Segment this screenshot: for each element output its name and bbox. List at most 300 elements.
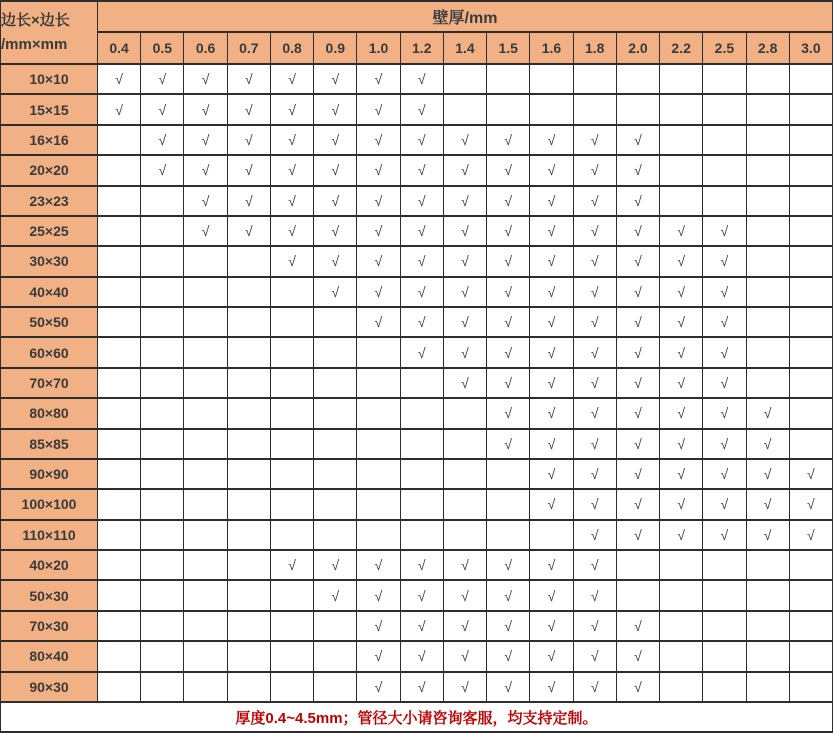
check-mark-cell: √ <box>573 580 616 610</box>
empty-cell <box>746 641 789 671</box>
table-row-40×20 <box>1 550 833 580</box>
empty-cell <box>357 520 400 550</box>
check-mark-cell: √ <box>746 429 789 459</box>
check-mark-cell: √ <box>530 550 573 580</box>
size-label: 100×100 <box>1 489 98 519</box>
empty-cell <box>660 580 703 610</box>
check-mark-cell: √ <box>703 368 746 398</box>
table-row-40×40 <box>1 277 833 307</box>
check-mark-cell: √ <box>660 337 703 367</box>
empty-cell <box>184 307 227 337</box>
check-mark-cell: √ <box>443 125 486 155</box>
check-mark-cell: √ <box>660 216 703 246</box>
empty-cell <box>141 368 184 398</box>
check-mark-cell: √ <box>573 246 616 276</box>
check-mark-cell: √ <box>357 94 400 124</box>
empty-cell <box>98 337 141 367</box>
check-mark-cell: √ <box>703 520 746 550</box>
size-label: 15×15 <box>1 94 98 124</box>
empty-cell <box>98 580 141 610</box>
empty-cell <box>487 459 530 489</box>
empty-cell <box>270 489 313 519</box>
empty-cell <box>789 246 832 276</box>
check-mark-cell: √ <box>270 550 313 580</box>
empty-cell <box>703 94 746 124</box>
thickness-header-0.8: 0.8 <box>270 32 313 64</box>
check-mark-cell: √ <box>530 489 573 519</box>
empty-cell <box>227 611 270 641</box>
check-mark-cell: √ <box>357 125 400 155</box>
empty-cell <box>141 489 184 519</box>
empty-cell <box>789 672 832 703</box>
wall-thickness-header: 壁厚/mm <box>98 1 833 32</box>
empty-cell <box>141 429 184 459</box>
check-mark-cell: √ <box>400 307 443 337</box>
empty-cell <box>746 550 789 580</box>
empty-cell <box>703 672 746 703</box>
check-mark-cell: √ <box>443 307 486 337</box>
empty-cell <box>141 337 184 367</box>
check-mark-cell: √ <box>227 186 270 216</box>
empty-cell <box>314 429 357 459</box>
empty-cell <box>443 64 486 94</box>
check-mark-cell: √ <box>660 246 703 276</box>
check-mark-cell: √ <box>357 216 400 246</box>
empty-cell <box>703 550 746 580</box>
check-mark-cell: √ <box>703 246 746 276</box>
empty-cell <box>270 520 313 550</box>
empty-cell <box>660 64 703 94</box>
check-mark-cell: √ <box>443 550 486 580</box>
empty-cell <box>703 186 746 216</box>
empty-cell <box>270 611 313 641</box>
check-mark-cell: √ <box>789 489 832 519</box>
check-mark-cell: √ <box>270 125 313 155</box>
thickness-header-1.4: 1.4 <box>443 32 486 64</box>
table-row-110×110 <box>1 520 833 550</box>
check-mark-cell: √ <box>314 216 357 246</box>
empty-cell <box>270 307 313 337</box>
size-label: 30×30 <box>1 246 98 276</box>
table-row-16×16 <box>1 125 833 155</box>
empty-cell <box>660 94 703 124</box>
empty-cell <box>270 672 313 703</box>
check-mark-cell: √ <box>400 337 443 367</box>
thickness-header-1.5: 1.5 <box>487 32 530 64</box>
table-row-15×15 <box>1 94 833 124</box>
check-mark-cell: √ <box>400 155 443 185</box>
size-label: 70×70 <box>1 368 98 398</box>
check-mark-cell: √ <box>573 520 616 550</box>
check-mark-cell: √ <box>573 186 616 216</box>
empty-cell <box>660 125 703 155</box>
empty-cell <box>443 520 486 550</box>
empty-cell <box>227 520 270 550</box>
thickness-header-3.0: 3.0 <box>789 32 832 64</box>
empty-cell <box>184 246 227 276</box>
empty-cell <box>789 368 832 398</box>
check-mark-cell: √ <box>487 368 530 398</box>
empty-cell <box>703 155 746 185</box>
check-mark-cell: √ <box>357 155 400 185</box>
thickness-header-2.2: 2.2 <box>660 32 703 64</box>
empty-cell <box>789 125 832 155</box>
size-label: 70×30 <box>1 611 98 641</box>
check-mark-cell: √ <box>573 641 616 671</box>
empty-cell <box>357 459 400 489</box>
size-label: 80×40 <box>1 641 98 671</box>
check-mark-cell: √ <box>703 459 746 489</box>
size-label: 80×80 <box>1 398 98 428</box>
check-mark-cell: √ <box>530 125 573 155</box>
check-mark-cell: √ <box>184 155 227 185</box>
empty-cell <box>789 337 832 367</box>
empty-cell <box>184 277 227 307</box>
thickness-header-2.5: 2.5 <box>703 32 746 64</box>
check-mark-cell: √ <box>184 64 227 94</box>
check-mark-cell: √ <box>357 641 400 671</box>
size-label: 90×90 <box>1 459 98 489</box>
thickness-header-0.4: 0.4 <box>98 32 141 64</box>
check-mark-cell: √ <box>141 94 184 124</box>
check-mark-cell: √ <box>443 611 486 641</box>
empty-cell <box>660 672 703 703</box>
size-label: 25×25 <box>1 216 98 246</box>
check-mark-cell: √ <box>443 216 486 246</box>
empty-cell <box>314 489 357 519</box>
check-mark-cell: √ <box>573 398 616 428</box>
check-mark-cell: √ <box>616 429 659 459</box>
empty-cell <box>746 611 789 641</box>
check-mark-cell: √ <box>703 277 746 307</box>
check-mark-cell: √ <box>573 550 616 580</box>
check-mark-cell: √ <box>400 125 443 155</box>
empty-cell <box>227 277 270 307</box>
empty-cell <box>789 307 832 337</box>
empty-cell <box>443 429 486 459</box>
table-row-10×10 <box>1 64 833 94</box>
check-mark-cell: √ <box>616 246 659 276</box>
check-mark-cell: √ <box>487 337 530 367</box>
empty-cell <box>314 337 357 367</box>
check-mark-cell: √ <box>616 368 659 398</box>
empty-cell <box>789 155 832 185</box>
empty-cell <box>746 580 789 610</box>
check-mark-cell: √ <box>573 277 616 307</box>
empty-cell <box>443 94 486 124</box>
check-mark-cell: √ <box>573 368 616 398</box>
table-row-100×100 <box>1 489 833 519</box>
empty-cell <box>184 520 227 550</box>
empty-cell <box>98 429 141 459</box>
check-mark-cell: √ <box>789 459 832 489</box>
size-label: 23×23 <box>1 186 98 216</box>
check-mark-cell: √ <box>746 459 789 489</box>
empty-cell <box>443 489 486 519</box>
empty-cell <box>227 429 270 459</box>
check-mark-cell: √ <box>227 155 270 185</box>
check-mark-cell: √ <box>400 64 443 94</box>
empty-cell <box>616 580 659 610</box>
check-mark-cell: √ <box>530 398 573 428</box>
empty-cell <box>746 216 789 246</box>
check-mark-cell: √ <box>443 368 486 398</box>
empty-cell <box>660 155 703 185</box>
check-mark-cell: √ <box>443 580 486 610</box>
empty-cell <box>789 429 832 459</box>
check-mark-cell: √ <box>573 489 616 519</box>
check-mark-cell: √ <box>314 64 357 94</box>
empty-cell <box>141 398 184 428</box>
check-mark-cell: √ <box>270 155 313 185</box>
check-mark-cell: √ <box>270 94 313 124</box>
check-mark-cell: √ <box>314 186 357 216</box>
thickness-header-0.9: 0.9 <box>314 32 357 64</box>
check-mark-cell: √ <box>357 580 400 610</box>
table-row-70×70 <box>1 368 833 398</box>
size-label: 90×30 <box>1 672 98 703</box>
check-mark-cell: √ <box>98 94 141 124</box>
check-mark-cell: √ <box>443 337 486 367</box>
empty-cell <box>703 580 746 610</box>
empty-cell <box>314 398 357 428</box>
empty-cell <box>746 94 789 124</box>
check-mark-cell: √ <box>616 641 659 671</box>
empty-cell <box>660 611 703 641</box>
empty-cell <box>98 246 141 276</box>
size-label: 10×10 <box>1 64 98 94</box>
check-mark-cell: √ <box>184 94 227 124</box>
thickness-header-1.0: 1.0 <box>357 32 400 64</box>
check-mark-cell: √ <box>530 337 573 367</box>
empty-cell <box>270 429 313 459</box>
empty-cell <box>184 429 227 459</box>
empty-cell <box>400 459 443 489</box>
check-mark-cell: √ <box>660 307 703 337</box>
check-mark-cell: √ <box>400 641 443 671</box>
check-mark-cell: √ <box>400 186 443 216</box>
check-mark-cell: √ <box>660 459 703 489</box>
empty-cell <box>98 641 141 671</box>
empty-cell <box>703 64 746 94</box>
empty-cell <box>314 611 357 641</box>
check-mark-cell: √ <box>357 550 400 580</box>
check-mark-cell: √ <box>443 641 486 671</box>
empty-cell <box>400 398 443 428</box>
empty-cell <box>98 611 141 641</box>
empty-cell <box>530 94 573 124</box>
footer-note: 厚度0.4~4.5mm；管径大小请咨询客服，均支持定制。 <box>1 702 833 732</box>
empty-cell <box>789 64 832 94</box>
thickness-header-0.5: 0.5 <box>141 32 184 64</box>
empty-cell <box>660 641 703 671</box>
empty-cell <box>443 459 486 489</box>
empty-cell <box>616 64 659 94</box>
empty-cell <box>530 520 573 550</box>
empty-cell <box>314 368 357 398</box>
empty-cell <box>703 125 746 155</box>
check-mark-cell: √ <box>530 368 573 398</box>
thickness-header-2.0: 2.0 <box>616 32 659 64</box>
check-mark-cell: √ <box>487 125 530 155</box>
empty-cell <box>357 429 400 459</box>
empty-cell <box>141 277 184 307</box>
check-mark-cell: √ <box>573 307 616 337</box>
check-mark-cell: √ <box>530 429 573 459</box>
table-row-80×40 <box>1 641 833 671</box>
check-mark-cell: √ <box>443 186 486 216</box>
check-mark-cell: √ <box>703 337 746 367</box>
empty-cell <box>227 672 270 703</box>
empty-cell <box>184 611 227 641</box>
size-label: 40×20 <box>1 550 98 580</box>
check-mark-cell: √ <box>357 307 400 337</box>
empty-cell <box>573 64 616 94</box>
check-mark-cell: √ <box>746 398 789 428</box>
check-mark-cell: √ <box>487 155 530 185</box>
empty-cell <box>141 550 184 580</box>
empty-cell <box>400 368 443 398</box>
empty-cell <box>789 550 832 580</box>
check-mark-cell: √ <box>530 246 573 276</box>
check-mark-cell: √ <box>400 216 443 246</box>
empty-cell <box>487 64 530 94</box>
check-mark-cell: √ <box>314 125 357 155</box>
empty-cell <box>746 307 789 337</box>
check-mark-cell: √ <box>616 337 659 367</box>
empty-cell <box>357 398 400 428</box>
check-mark-cell: √ <box>487 246 530 276</box>
empty-cell <box>98 186 141 216</box>
check-mark-cell: √ <box>270 186 313 216</box>
check-mark-cell: √ <box>487 307 530 337</box>
check-mark-cell: √ <box>616 277 659 307</box>
empty-cell <box>357 337 400 367</box>
thickness-header-0.7: 0.7 <box>227 32 270 64</box>
empty-cell <box>98 459 141 489</box>
empty-cell <box>789 216 832 246</box>
empty-cell <box>184 641 227 671</box>
size-label: 50×30 <box>1 580 98 610</box>
empty-cell <box>789 398 832 428</box>
check-mark-cell: √ <box>573 611 616 641</box>
check-mark-cell: √ <box>789 520 832 550</box>
table-row-70×30 <box>1 611 833 641</box>
empty-cell <box>227 337 270 367</box>
empty-cell <box>141 459 184 489</box>
empty-cell <box>400 489 443 519</box>
empty-cell <box>703 641 746 671</box>
empty-cell <box>98 550 141 580</box>
empty-cell <box>184 489 227 519</box>
empty-cell <box>141 580 184 610</box>
empty-cell <box>357 489 400 519</box>
empty-cell <box>746 125 789 155</box>
check-mark-cell: √ <box>703 216 746 246</box>
empty-cell <box>141 611 184 641</box>
table-row-85×85 <box>1 429 833 459</box>
thickness-header-1.6: 1.6 <box>530 32 573 64</box>
empty-cell <box>227 459 270 489</box>
table-row-60×60 <box>1 337 833 367</box>
empty-cell <box>487 520 530 550</box>
check-mark-cell: √ <box>573 216 616 246</box>
empty-cell <box>746 186 789 216</box>
check-mark-cell: √ <box>616 216 659 246</box>
size-label: 50×50 <box>1 307 98 337</box>
check-mark-cell: √ <box>703 489 746 519</box>
check-mark-cell: √ <box>530 186 573 216</box>
empty-cell <box>789 277 832 307</box>
check-mark-cell: √ <box>357 186 400 216</box>
check-mark-cell: √ <box>660 398 703 428</box>
empty-cell <box>227 246 270 276</box>
empty-cell <box>184 550 227 580</box>
empty-cell <box>141 520 184 550</box>
check-mark-cell: √ <box>270 64 313 94</box>
empty-cell <box>314 641 357 671</box>
check-mark-cell: √ <box>400 611 443 641</box>
empty-cell <box>746 246 789 276</box>
check-mark-cell: √ <box>530 611 573 641</box>
check-mark-cell: √ <box>487 550 530 580</box>
empty-cell <box>270 368 313 398</box>
check-mark-cell: √ <box>400 672 443 703</box>
check-mark-cell: √ <box>487 277 530 307</box>
check-mark-cell: √ <box>616 459 659 489</box>
empty-cell <box>184 368 227 398</box>
check-mark-cell: √ <box>443 277 486 307</box>
check-mark-cell: √ <box>357 611 400 641</box>
check-mark-cell: √ <box>270 246 313 276</box>
empty-cell <box>270 398 313 428</box>
empty-cell <box>227 368 270 398</box>
empty-cell <box>184 580 227 610</box>
check-mark-cell: √ <box>616 398 659 428</box>
empty-cell <box>573 94 616 124</box>
thickness-header-1.2: 1.2 <box>400 32 443 64</box>
empty-cell <box>98 155 141 185</box>
check-mark-cell: √ <box>357 246 400 276</box>
check-mark-cell: √ <box>703 307 746 337</box>
check-mark-cell: √ <box>703 398 746 428</box>
check-mark-cell: √ <box>573 429 616 459</box>
empty-cell <box>530 64 573 94</box>
empty-cell <box>789 611 832 641</box>
check-mark-cell: √ <box>487 641 530 671</box>
size-label: 16×16 <box>1 125 98 155</box>
empty-cell <box>98 672 141 703</box>
empty-cell <box>746 337 789 367</box>
empty-cell <box>270 580 313 610</box>
empty-cell <box>227 489 270 519</box>
check-mark-cell: √ <box>573 125 616 155</box>
empty-cell <box>357 368 400 398</box>
table-row-25×25 <box>1 216 833 246</box>
empty-cell <box>746 672 789 703</box>
thickness-header-2.8: 2.8 <box>746 32 789 64</box>
check-mark-cell: √ <box>314 94 357 124</box>
empty-cell <box>141 186 184 216</box>
check-mark-cell: √ <box>227 64 270 94</box>
empty-cell <box>98 398 141 428</box>
check-mark-cell: √ <box>616 489 659 519</box>
check-mark-cell: √ <box>314 277 357 307</box>
check-mark-cell: √ <box>573 672 616 703</box>
empty-cell <box>227 307 270 337</box>
empty-cell <box>400 520 443 550</box>
check-mark-cell: √ <box>400 94 443 124</box>
